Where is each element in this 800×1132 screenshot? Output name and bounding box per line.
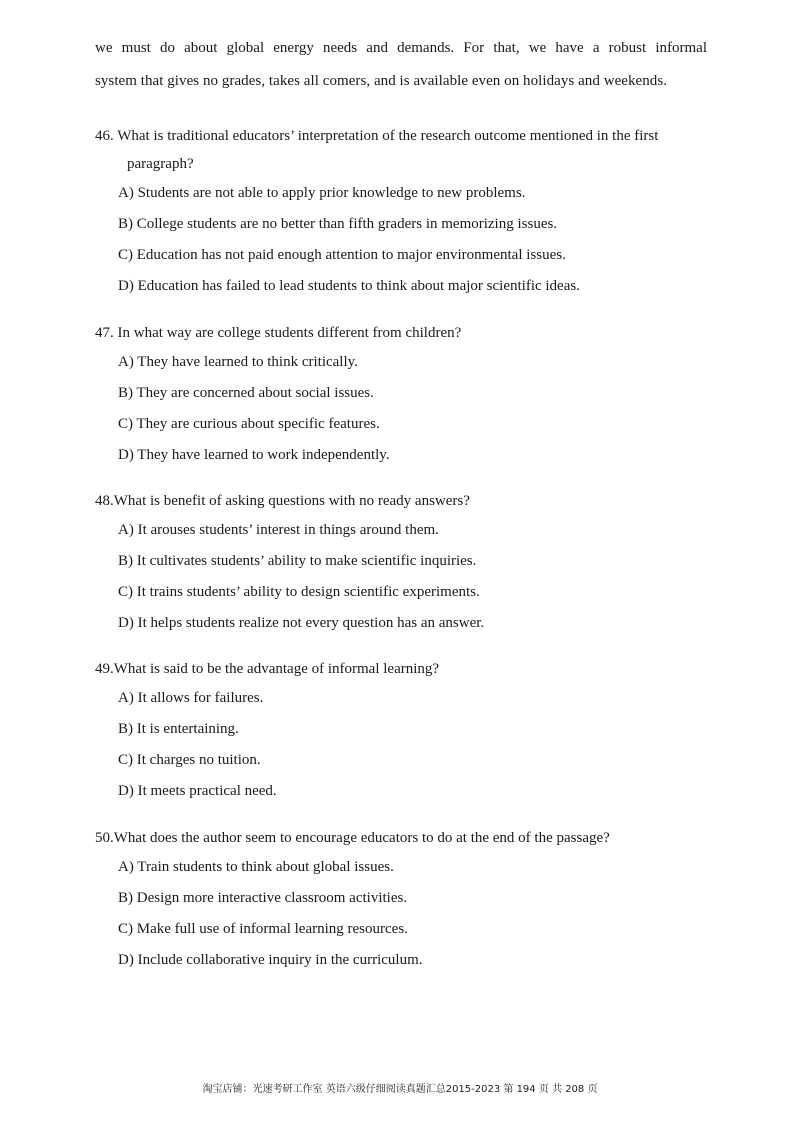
question-stem: 48.What is benefit of asking questions with no ready answers? — [95, 493, 470, 509]
option-d: D) Include collaborative inquiry in the curriculum. — [118, 952, 423, 968]
option-d: D) It helps students realize not every question has an answer. — [118, 615, 485, 631]
option-b: B) College students are no better than fifth graders in memorizing issues. — [118, 216, 558, 232]
question-stem: 50.What does the author seem to encourage educators to do at the end of the passage? — [95, 830, 610, 846]
option-c: C) It charges no tuition. — [118, 752, 261, 768]
question-47 — [95, 319, 735, 471]
option-b: B) Design more interactive classroom activities. — [118, 890, 408, 906]
page-footer: 淘宝店铺：光速考研工作室 英语六级仔细阅读真题汇总2015-2023 第 194 页 共 208 页 — [202, 1084, 598, 1095]
option-b: B) It is entertaining. — [118, 721, 239, 737]
option-b: B) It cultivates students’ ability to make scientific inquiries. — [118, 553, 477, 569]
option-a: A) Train students to think about global issues. — [118, 859, 394, 875]
question-50 — [95, 824, 735, 976]
option-a: A) It arouses students’ interest in things around them. — [118, 522, 439, 538]
intro-line: we must do about global energy needs and demands. For that, we have a robust informal — [95, 40, 707, 56]
question-stem: 46. What is traditional educators’ interpretation of the research outcome mentioned in the first — [95, 128, 659, 144]
question-stem: 49.What is said to be the advantage of informal learning? — [95, 661, 440, 677]
option-c: C) It trains students’ ability to design scientific experiments. — [118, 584, 480, 600]
option-c: C) Make full use of informal learning resources. — [118, 921, 408, 937]
question-46 — [95, 122, 735, 302]
option-c: C) They are curious about specific features. — [118, 416, 380, 432]
option-c: C) Education has not paid enough attention to major environmental issues. — [118, 247, 566, 263]
intro-line: system that gives no grades, takes all comers, and is available even on holidays and weekends. — [95, 73, 668, 89]
option-a: A) Students are not able to apply prior knowledge to new problems. — [118, 185, 526, 201]
option-b: B) They are concerned about social issues. — [118, 385, 374, 401]
option-d: D) It meets practical need. — [118, 783, 277, 799]
option-a: A) They have learned to think critically. — [118, 354, 358, 370]
question-stem-continued: paragraph? — [127, 156, 194, 172]
option-a: A) It allows for failures. — [118, 690, 264, 706]
question-stem: 47. In what way are college students different from children? — [95, 325, 462, 341]
option-d: D) Education has failed to lead students to think about major scientific ideas. — [118, 278, 580, 294]
question-49 — [95, 655, 735, 807]
option-d: D) They have learned to work independently. — [118, 447, 390, 463]
question-48 — [95, 487, 735, 639]
intro-paragraph — [95, 34, 707, 100]
